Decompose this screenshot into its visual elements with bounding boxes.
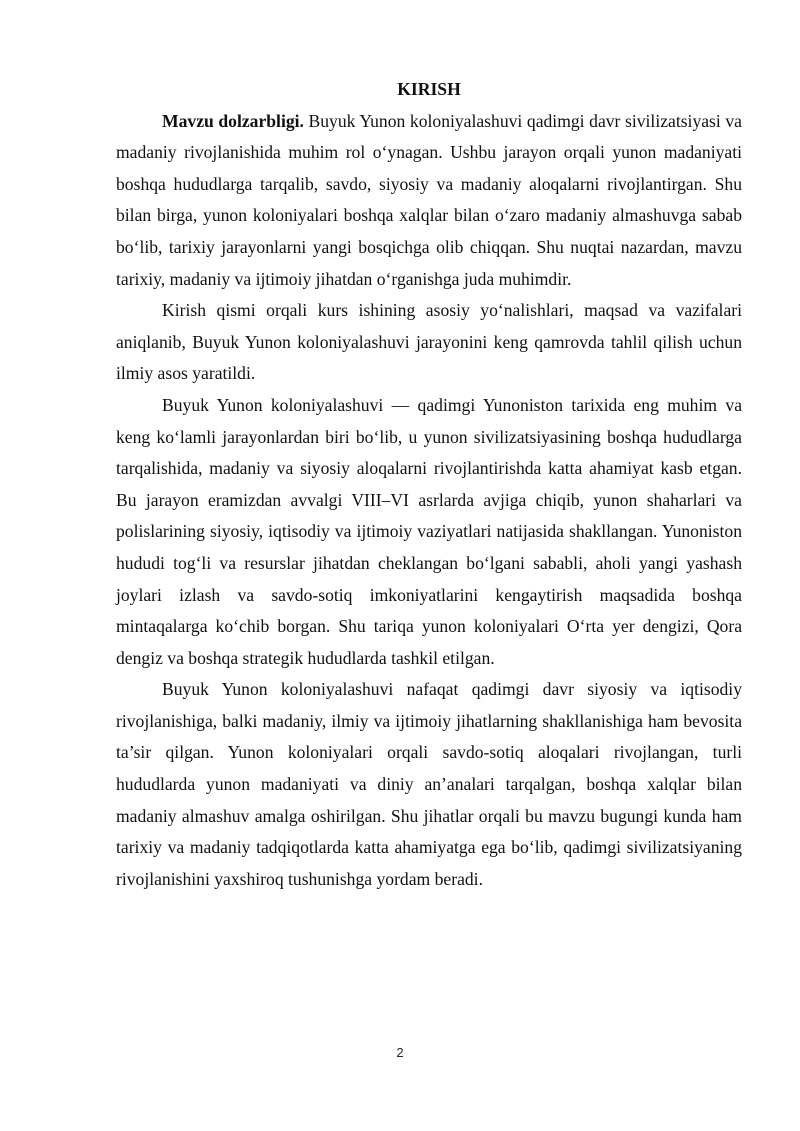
paragraph-introduction bbox=[116, 295, 742, 390]
page-number: 2 bbox=[396, 1045, 404, 1060]
paragraph-text: Buyuk Yunon koloniyalashuvi nafaqat qadimgi davr siyosiy va iqtisodiy rivojlanishiga, balki madaniy, ilmiy va ijtimoiy jihatlarning shakllanishiga ham bevosita ta’sir qilgan. Yunon koloniyalari orqali savdo-sotiq aloqalari rivojlangan, turli hududlarda yunon madaniyati va diniy an’analari tarqalgan, boshqa xalqlar bilan madaniy almashuv amalga oshirilgan. Shu jihatlar orqali bu mavzu bugungi kunda ham tarixiy va madaniy tadqiqotlarda katta ahamiyatga ega bo‘lib, qadimgi sivilizatsiyaning rivojlanishini yaxshiroq tushunishga yordam beradi. bbox=[116, 679, 742, 889]
page-content bbox=[116, 74, 742, 895]
paragraph-text: Kirish qismi orqali kurs ishining asosiy yo‘nalishlari, maqsad va vazifalari aniqlanib, Buyuk Yunon koloniyalashuvi jarayonini keng qamrovda tahlil qilish uchun ilmiy asos yaratildi. bbox=[116, 300, 742, 384]
paragraph-lead: Mavzu dolzarbligi. bbox=[162, 110, 304, 131]
paragraph-relevance bbox=[116, 106, 742, 296]
paragraph-colonization bbox=[116, 390, 742, 674]
page-heading: KIRISH bbox=[397, 79, 461, 99]
paragraph-text: Buyuk Yunon koloniyalashuvi qadimgi davr sivilizatsiyasi va madaniy rivojlanishida muhim rol o‘ynagan. Ushbu jarayon orqali yunon madaniyati boshqa hududlarga tarqalib, savdo, siyosiy va madaniy aloqalarni rivojlantirgan. Shu bilan birga, yunon koloniyalari boshqa xalqlar bilan o‘zaro madaniy almashuvga sabab bo‘lib, tarixiy jarayonlarni yangi bosqichga olib chiqqan. Shu nuqtai nazardan, mavzu tarixiy, madaniy va ijtimoiy jihatdan o‘rganishga juda muhimdir. bbox=[116, 110, 742, 289]
paragraph-significance bbox=[116, 674, 742, 895]
paragraph-text: Buyuk Yunon koloniyalashuvi — qadimgi Yunoniston tarixida eng muhim va keng ko‘lamli jarayonlardan biri bo‘lib, u yunon sivilizatsiyasining boshqa hududlarga tarqalishida, madaniy va siyosiy aloqalarni rivojlantirishda katta ahamiyat kasb etgan. Bu jarayon eramizdan avvalgi VIII–VI asrlarda avjiga chiqib, yunon shaharlari va polislarining siyosiy, iqtisodiy va ijtimoiy vaziyatlari natijasida shakllangan. Yunoniston hududi tog‘li va resurslar jihatdan cheklangan bo‘lgani sababli, aholi yangi yashash joylari izlash va savdo-sotiq imkoniyatlarini kengaytirish maqsadida boshqa mintaqalarga ko‘chib borgan. Shu tariqa yunon koloniyalari O‘rta yer dengizi, Qora dengiz va boshqa strategik hududlarda tashkil etilgan. bbox=[116, 394, 742, 668]
